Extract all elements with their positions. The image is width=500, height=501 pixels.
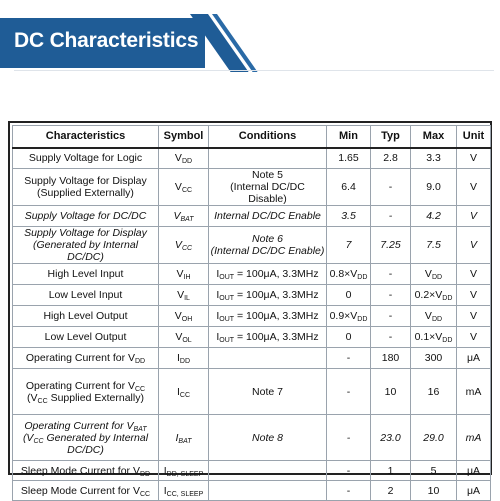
column-header: Min bbox=[327, 126, 371, 148]
cell-min-value: 1.65 bbox=[338, 152, 359, 165]
cell-typ-value: - bbox=[388, 310, 393, 322]
cell-unit-value: V bbox=[469, 239, 477, 251]
cell-symbol bbox=[159, 327, 209, 348]
characteristic-subtext: (Generated by Internal DC/DC) bbox=[32, 239, 139, 263]
conditions-text: $I_{OUT} = 100\mu A$, 3.3MHz bbox=[216, 331, 319, 344]
cell-min bbox=[327, 461, 371, 481]
cell-typ bbox=[371, 348, 411, 369]
cell-symbol bbox=[159, 306, 209, 327]
symbol-text: $I_{DD, SLEEP}$ bbox=[163, 464, 204, 478]
table-row bbox=[13, 415, 491, 461]
cell-max bbox=[411, 481, 457, 501]
characteristic-text: Supply Voltage for DC/DC bbox=[24, 210, 147, 222]
cell-conditions bbox=[209, 227, 327, 264]
cell-typ bbox=[371, 415, 411, 461]
cell-conditions bbox=[209, 348, 327, 369]
title-banner bbox=[0, 18, 205, 68]
cell-typ-value: 7.25 bbox=[380, 239, 401, 251]
cell-symbol bbox=[159, 169, 209, 206]
cell-min-value: 6.4 bbox=[341, 181, 356, 193]
characteristic-text: Sleep Mode Current for $V_{DD}$ bbox=[20, 464, 151, 478]
cell-typ-value: 180 bbox=[381, 352, 400, 364]
characteristic-text: Supply Voltage for Display bbox=[24, 175, 147, 187]
cell-min bbox=[327, 264, 371, 285]
cell-characteristic bbox=[13, 369, 159, 415]
cell-max bbox=[411, 306, 457, 327]
characteristic-text: Operating Current for $V_{DD}$ bbox=[25, 352, 146, 365]
cell-min bbox=[327, 327, 371, 348]
cell-characteristic bbox=[13, 348, 159, 369]
cell-symbol bbox=[159, 348, 209, 369]
cell-min-value: 0 bbox=[345, 289, 352, 301]
table-header-row bbox=[13, 126, 491, 148]
table-row bbox=[13, 285, 491, 306]
cell-unit bbox=[457, 264, 491, 285]
dc-characteristics-table-frame bbox=[8, 121, 492, 498]
page-title: DC Characteristics bbox=[14, 29, 199, 52]
dc-characteristics-table bbox=[12, 125, 491, 501]
cell-unit-value: V bbox=[469, 289, 477, 301]
cell-unit-value: mA bbox=[465, 385, 482, 398]
cell-max-value: 29.0 bbox=[423, 431, 444, 444]
symbol-text: $I_{DD}$ bbox=[176, 352, 191, 365]
cell-unit-value: V bbox=[469, 268, 477, 280]
cell-max bbox=[411, 227, 457, 264]
cell-characteristic bbox=[13, 148, 159, 169]
cell-typ bbox=[371, 169, 411, 206]
cell-max bbox=[411, 148, 457, 169]
cell-symbol bbox=[159, 148, 209, 169]
cell-typ bbox=[371, 227, 411, 264]
symbol-text: $I_{BAT}$ bbox=[175, 431, 192, 445]
conditions-text: $I_{OUT} = 100\mu A$, 3.3MHz bbox=[216, 289, 319, 302]
cell-max-value: 9.0 bbox=[426, 181, 441, 193]
cell-typ-value: 2.8 bbox=[383, 152, 398, 165]
symbol-text: $V_{OH}$ bbox=[174, 310, 193, 323]
column-header: Unit bbox=[457, 126, 491, 148]
title-divider bbox=[14, 70, 494, 71]
cell-min bbox=[327, 348, 371, 369]
characteristic-text: Low Level Input bbox=[48, 289, 123, 301]
cell-unit-value: V bbox=[469, 310, 477, 322]
symbol-text: $I_{CC, SLEEP}$ bbox=[163, 484, 204, 498]
cell-symbol bbox=[159, 227, 209, 264]
cell-min bbox=[327, 148, 371, 169]
cell-max bbox=[411, 285, 457, 306]
table-row bbox=[13, 327, 491, 348]
cell-typ bbox=[371, 206, 411, 227]
table-row bbox=[13, 369, 491, 415]
table-row bbox=[13, 264, 491, 285]
cell-min bbox=[327, 169, 371, 206]
cell-conditions bbox=[209, 264, 327, 285]
cell-characteristic bbox=[13, 227, 159, 264]
table-row bbox=[13, 348, 491, 369]
cell-min bbox=[327, 306, 371, 327]
cell-max-value: 7.5 bbox=[426, 239, 441, 251]
characteristic-text: High Level Input bbox=[47, 268, 124, 280]
characteristic-text: High Level Output bbox=[43, 310, 128, 322]
cell-characteristic bbox=[13, 306, 159, 327]
cell-unit bbox=[457, 461, 491, 481]
cell-unit-value: μA bbox=[466, 352, 481, 364]
conditions-subtext: (Internal DC/DC Disable) bbox=[230, 181, 305, 205]
cell-typ bbox=[371, 306, 411, 327]
cell-max bbox=[411, 206, 457, 227]
cell-max bbox=[411, 327, 457, 348]
conditions-subtext: (Internal DC/DC Enable) bbox=[210, 245, 325, 257]
cell-symbol bbox=[159, 285, 209, 306]
cell-typ bbox=[371, 481, 411, 501]
cell-conditions bbox=[209, 327, 327, 348]
cell-min bbox=[327, 369, 371, 415]
column-header: Typ bbox=[371, 126, 411, 148]
cell-unit bbox=[457, 306, 491, 327]
cell-max-value: $0.2\times V_{DD}$ bbox=[414, 289, 453, 302]
cell-typ-value: - bbox=[388, 210, 393, 222]
cell-conditions bbox=[209, 169, 327, 206]
cell-unit bbox=[457, 227, 491, 264]
cell-max bbox=[411, 415, 457, 461]
cell-min-value: - bbox=[346, 431, 351, 444]
cell-unit-value: V bbox=[469, 152, 477, 165]
cell-max bbox=[411, 461, 457, 481]
symbol-text: $I_{CC}$ bbox=[176, 385, 191, 399]
conditions-text: Note 6 bbox=[252, 233, 283, 245]
cell-unit bbox=[457, 285, 491, 306]
cell-min-value: $0.9\times V_{DD}$ bbox=[329, 310, 368, 323]
cell-characteristic bbox=[13, 264, 159, 285]
cell-typ-value: - bbox=[388, 289, 393, 301]
cell-unit-value: mA bbox=[465, 431, 482, 444]
cell-min-value: - bbox=[346, 385, 351, 398]
cell-symbol bbox=[159, 264, 209, 285]
symbol-text: $V_{CC}$ bbox=[174, 239, 193, 252]
symbol-text: $V_{OL}$ bbox=[175, 331, 192, 344]
characteristic-text: Operating Current for $V_{BAT}$ bbox=[24, 419, 147, 433]
table-row bbox=[13, 169, 491, 206]
cell-unit bbox=[457, 206, 491, 227]
characteristic-text: Low Level Output bbox=[44, 331, 127, 343]
conditions-text: Note 8 bbox=[252, 431, 283, 444]
cell-unit-value: V bbox=[469, 331, 477, 343]
cell-unit bbox=[457, 348, 491, 369]
cell-symbol bbox=[159, 461, 209, 481]
cell-min bbox=[327, 285, 371, 306]
cell-typ-value: 10 bbox=[384, 385, 397, 398]
conditions-text: Note 5 bbox=[252, 169, 283, 181]
characteristic-subtext: ($V_{CC}$ Generated by Internal DC/DC) bbox=[22, 431, 149, 456]
cell-max bbox=[411, 348, 457, 369]
cell-typ-value: - bbox=[388, 181, 393, 193]
cell-symbol bbox=[159, 206, 209, 227]
cell-conditions bbox=[209, 415, 327, 461]
cell-characteristic bbox=[13, 206, 159, 227]
cell-min-value: 3.5 bbox=[341, 210, 356, 222]
symbol-text: $V_{IH}$ bbox=[176, 268, 191, 281]
cell-min-value: - bbox=[346, 352, 351, 364]
column-header: Symbol bbox=[159, 126, 209, 148]
characteristic-text: Operating Current for $V_{CC}$ bbox=[25, 379, 146, 393]
cell-characteristic bbox=[13, 415, 159, 461]
cell-min-value: - bbox=[346, 484, 351, 497]
cell-max bbox=[411, 169, 457, 206]
cell-typ-value: 23.0 bbox=[380, 431, 401, 444]
cell-conditions bbox=[209, 369, 327, 415]
table-row bbox=[13, 306, 491, 327]
cell-conditions bbox=[209, 285, 327, 306]
cell-max-value: $V_{DD}$ bbox=[424, 268, 443, 281]
cell-min-value: $0.8\times V_{DD}$ bbox=[329, 268, 368, 281]
conditions-text: $I_{OUT} = 100\mu A$, 3.3MHz bbox=[216, 310, 319, 323]
cell-typ bbox=[371, 264, 411, 285]
cell-typ-value: - bbox=[388, 268, 393, 280]
cell-typ bbox=[371, 461, 411, 481]
cell-typ-value: 1 bbox=[387, 464, 394, 477]
cell-max-value: 10 bbox=[427, 484, 440, 497]
cell-symbol bbox=[159, 415, 209, 461]
cell-typ bbox=[371, 369, 411, 415]
cell-max-value: 4.2 bbox=[426, 210, 441, 222]
cell-characteristic bbox=[13, 169, 159, 206]
cell-conditions bbox=[209, 206, 327, 227]
cell-typ bbox=[371, 285, 411, 306]
cell-max-value: 5 bbox=[430, 464, 437, 477]
symbol-text: $V_{IL}$ bbox=[177, 289, 190, 302]
table-row bbox=[13, 227, 491, 264]
cell-symbol bbox=[159, 481, 209, 501]
cell-unit bbox=[457, 415, 491, 461]
table-row bbox=[13, 461, 491, 481]
cell-symbol bbox=[159, 369, 209, 415]
characteristic-text: Supply Voltage for Logic bbox=[28, 152, 143, 165]
cell-unit-value: μA bbox=[466, 464, 481, 477]
cell-characteristic bbox=[13, 461, 159, 481]
characteristic-subtext: (Supplied Externally) bbox=[37, 187, 134, 199]
conditions-text: $I_{OUT} = 100\mu A$, 3.3MHz bbox=[216, 268, 319, 281]
cell-min bbox=[327, 481, 371, 501]
cell-min-value: - bbox=[346, 464, 351, 477]
cell-characteristic bbox=[13, 481, 159, 501]
cell-unit bbox=[457, 481, 491, 501]
cell-unit bbox=[457, 327, 491, 348]
characteristic-text: Sleep Mode Current for $V_{CC}$ bbox=[20, 484, 151, 498]
cell-max-value: 3.3 bbox=[426, 152, 441, 165]
cell-min-value: 0 bbox=[345, 331, 352, 343]
cell-conditions bbox=[209, 148, 327, 169]
cell-unit bbox=[457, 148, 491, 169]
cell-unit bbox=[457, 369, 491, 415]
table-row bbox=[13, 206, 491, 227]
cell-max-value: $V_{DD}$ bbox=[424, 310, 443, 323]
cell-min bbox=[327, 206, 371, 227]
conditions-text: Note 7 bbox=[252, 385, 283, 398]
symbol-text: $V_{CC}$ bbox=[174, 181, 193, 194]
cell-min bbox=[327, 227, 371, 264]
cell-unit-value: V bbox=[469, 210, 477, 222]
column-header: Characteristics bbox=[13, 126, 159, 148]
cell-conditions bbox=[209, 481, 327, 501]
cell-min-value: 7 bbox=[345, 239, 352, 251]
characteristic-text: Supply Voltage for Display bbox=[24, 227, 147, 239]
cell-max-value: $0.1\times V_{DD}$ bbox=[414, 331, 453, 344]
cell-characteristic bbox=[13, 327, 159, 348]
table-row bbox=[13, 481, 491, 501]
table-row bbox=[13, 148, 491, 169]
cell-conditions bbox=[209, 306, 327, 327]
column-header: Conditions bbox=[209, 126, 327, 148]
cell-max-value: 300 bbox=[424, 352, 443, 364]
cell-unit-value: V bbox=[469, 181, 477, 193]
symbol-text: $V_{BAT}$ bbox=[173, 210, 194, 223]
cell-max bbox=[411, 264, 457, 285]
cell-max-value: 16 bbox=[427, 385, 440, 398]
characteristic-subtext: ($V_{CC}$ Supplied Externally) bbox=[27, 391, 144, 405]
cell-unit bbox=[457, 169, 491, 206]
column-header: Max bbox=[411, 126, 457, 148]
symbol-text: $V_{DD}$ bbox=[174, 152, 193, 166]
cell-typ bbox=[371, 148, 411, 169]
cell-conditions bbox=[209, 461, 327, 481]
cell-unit-value: μA bbox=[466, 484, 481, 497]
cell-max bbox=[411, 369, 457, 415]
cell-min bbox=[327, 415, 371, 461]
conditions-text: Internal DC/DC Enable bbox=[214, 210, 321, 222]
cell-typ bbox=[371, 327, 411, 348]
cell-characteristic bbox=[13, 285, 159, 306]
cell-typ-value: 2 bbox=[387, 484, 394, 497]
cell-typ-value: - bbox=[388, 331, 393, 343]
